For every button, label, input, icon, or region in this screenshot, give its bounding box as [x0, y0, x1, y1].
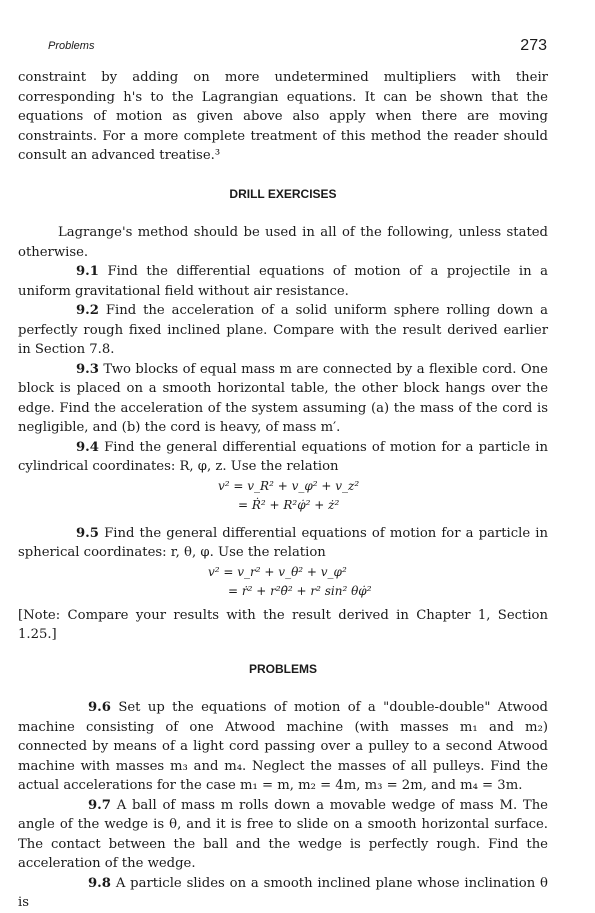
equation-9-4-line1: v² = v_R² + v_φ² + v_z²	[218, 478, 360, 493]
page-number: 273	[520, 37, 547, 54]
page-body	[18, 68, 548, 913]
problem-9-8: 9.8 A particle slides on a smooth inclined plane whose inclination θ is	[18, 875, 548, 910]
equation-9-5-line2: = ṙ² + r²θ̇² + r² sin² θφ̇²	[228, 584, 372, 598]
problems-heading: PROBLEMS	[248, 661, 317, 676]
drill-exercises-heading: DRILL EXERCISES	[229, 186, 337, 201]
exercise-9-5: 9.5 Find the general differential equations of motion for a particle in spherical coordinates: r, θ, φ. Use the relation	[18, 525, 548, 560]
problem-9-7: 9.7 A ball of mass m rolls down a movable wedge of mass M. The angle of the wedge is θ, and it is free to slide on a smooth horizontal surface. The contact between the ball and the wedge is perfectly rough. Find the acceleration of the wedge.	[18, 797, 548, 871]
intro-paragraph: constraint by adding on more undetermined multipliers with their corresponding h's to the Lagrangian equations. It can be shown that the equations of motion as given above also apply when there are moving constraints. For a more complete treatment of this method the reader should consult an advanced treatise.³	[18, 70, 548, 163]
drill-intro: Lagrange's method should be used in all of the following, unless stated otherwise.	[18, 225, 548, 260]
equation-9-5-line1: v² = v_r² + v_θ² + v_φ²	[208, 564, 347, 579]
exercise-9-1: 9.1 Find the differential equations of motion of a projectile in a uniform gravitational field without air resistance.	[18, 264, 548, 299]
problem-9-6: 9.6 Set up the equations of motion of a "double-double" Atwood machine consisting of one Atwood machine (with masses m₁ and m₂) connected by means of a light cord passing over a pulley to a second Atwood machine with masses m₃ and m₄. Neglect the masses of all pulleys. Find the actual accelerations for the case m₁ = m, m₂ = 4m, m₃ = 2m, and m₄ = 3m.	[18, 700, 548, 793]
exercise-9-4: 9.4 Find the general differential equations of motion for a particle in cylindrical coordinates: R, φ, z. Use the relation	[18, 439, 548, 474]
exercise-9-3: 9.3 Two blocks of equal mass m are connected by a flexible cord. One block is placed on a smooth horizontal table, the other block hangs over the edge. Find the acceleration of the system assuming (a) the mass of the cord is negligible, and (b) the cord is heavy, of mass m′.	[18, 361, 548, 435]
equation-9-4-line2: = Ṙ² + R²φ̇² + ż²	[238, 498, 340, 512]
running-header-section: Problems	[48, 40, 95, 52]
drill-note: [Note: Compare your results with the result derived in Chapter 1, Section 1.25.]	[18, 607, 548, 642]
exercise-9-2: 9.2 Find the acceleration of a solid uniform sphere rolling down a perfectly rough fixed inclined plane. Compare with the result derived earlier in Section 7.8.	[18, 303, 549, 357]
